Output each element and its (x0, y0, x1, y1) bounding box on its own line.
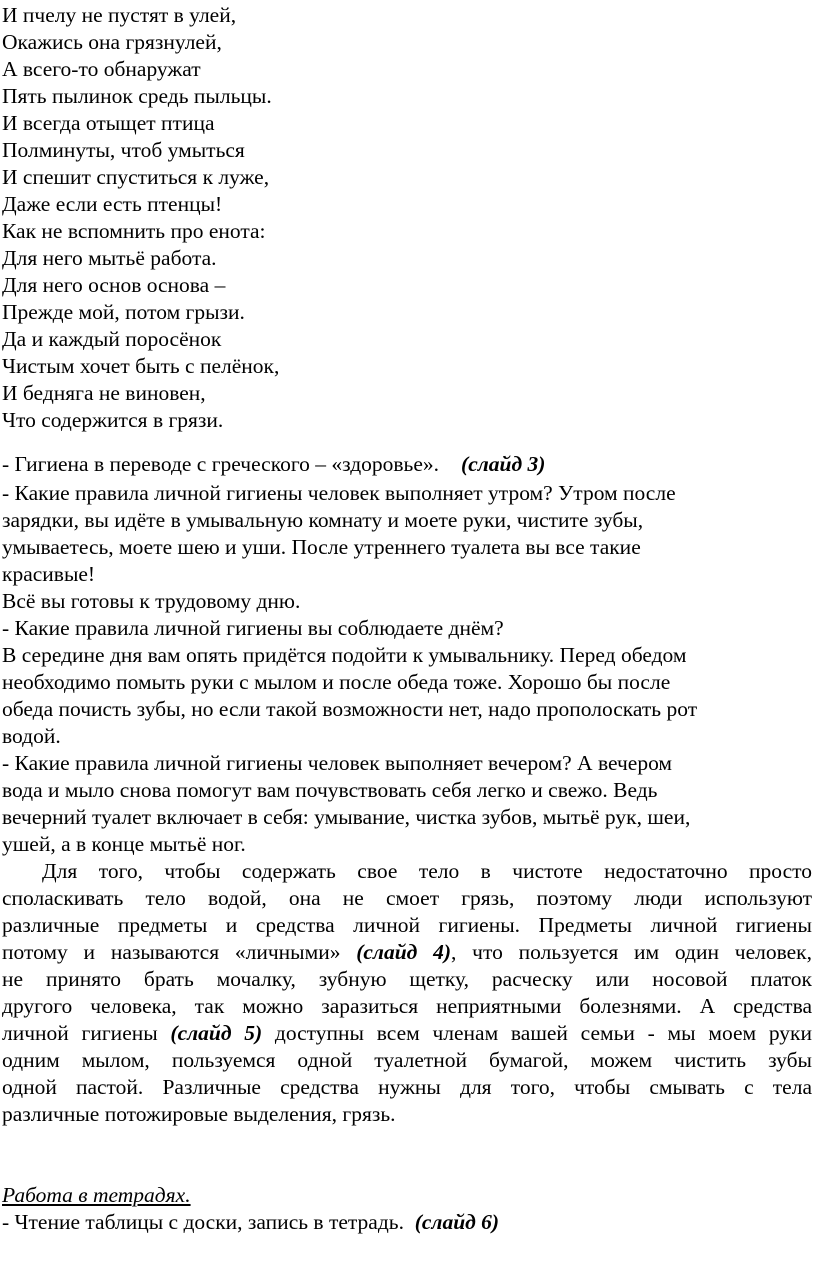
day-section (2, 615, 812, 750)
evening-line: вода и мыло снова помогут вам почувствовать себя легко и свежо. Ведь (2, 778, 658, 802)
paragraph-line (2, 939, 812, 966)
poem-line: И бедняга не виновен, (2, 381, 206, 405)
poem-line: Окажись она грязнулей, (2, 30, 222, 54)
poem-line: И спешит спуститься к луже, (2, 165, 270, 189)
paragraph-line: Для того, чтобы содержать свое тело в чистоте недостаточно просто (42, 859, 812, 883)
notebook-heading (2, 1182, 812, 1209)
evening-line: вечерний туалет включает в себя: умывание, чистка зубов, мытьё рук, шеи, (2, 805, 691, 829)
poem-line: А всего-то обнаружат (2, 57, 201, 81)
paragraph-line: споласкивать тело водой, она не смоет грязь, поэтому люди используют (2, 886, 812, 910)
poem-line: Чистым хочет быть с пелёнок, (2, 354, 280, 378)
poem-line: Для него мытьё работа. (2, 246, 217, 270)
morning-line: зарядки, вы идёте в умывальную комнату и моете руки, чистите зубы, (2, 508, 644, 532)
poem-line: Пять пылинок средь пыльцы. (2, 84, 272, 108)
paragraph-line: другого человека, так можно заразиться неприятными болезнями. А средства (2, 994, 812, 1018)
notebook-task-text: - Чтение таблицы с доски, запись в тетрадь. (2, 1210, 415, 1234)
notebook-heading-text: Работа в тетрадях. (2, 1183, 191, 1207)
morning-line: - Какие правила личной гигиены человек выполняет утром? Утром после (2, 481, 676, 505)
poem-line: И пчелу не пустят в улей, (2, 3, 237, 27)
day-line: обеда почисть зубы, но если такой возможности нет, надо прополоскать рот (2, 697, 698, 721)
poem (2, 2, 279, 434)
paragraph-line (2, 1020, 812, 1047)
morning-section (2, 480, 812, 615)
evening-line: - Какие правила личной гигиены человек выполняет вечером? А вечером (2, 751, 673, 775)
day-line: необходимо помыть руки с мылом и после обеда тоже. Хорошо бы после (2, 670, 671, 694)
poem-line: И всегда отыщет птица (2, 111, 215, 135)
poem-line: Что содержится в грязи. (2, 408, 224, 432)
morning-line: умываетесь, моете шею и уши. После утреннего туалета вы все такие (2, 535, 641, 559)
day-line: водой. (2, 724, 61, 748)
paragraph-text: доступны всем членам вашей семьи - мы моем руки (262, 1021, 813, 1045)
day-line: - Какие правила личной гигиены вы соблюдаете днём? (2, 616, 504, 640)
slide-6-ref: (слайд 6) (414, 1210, 500, 1234)
day-line: В середине дня вам опять придётся подойти к умывальнику. Перед обедом (2, 643, 687, 667)
poem-line: Полминуты, чтоб умыться (2, 138, 245, 162)
paragraph-text: личной гигиены (2, 1021, 171, 1045)
paragraph-text: потому и называются «личными» (2, 940, 357, 964)
evening-line: ушей, а в конце мытьё ног. (2, 832, 246, 856)
paragraph-line: одной пастой. Различные средства нужны для того, чтобы смывать с тела (2, 1075, 812, 1099)
morning-line: Всё вы готовы к трудовому дню. (2, 589, 301, 613)
poem-line: Прежде мой, потом грызи. (2, 300, 245, 324)
poem-line: Да и каждый поросёнок (2, 327, 222, 351)
slide-4-ref: (слайд 4) (356, 940, 452, 964)
hygiene-intro-text: - Гигиена в переводе с греческого – «здоровье». (2, 452, 440, 476)
slide-5-ref: (слайд 5) (170, 1021, 263, 1045)
hygiene-paragraph (2, 858, 812, 1128)
poem-line: Даже если есть птенцы! (2, 192, 223, 216)
hygiene-intro (2, 451, 812, 478)
paragraph-line: различные предметы и средства личной гигиены. Предметы личной гигиены (2, 913, 812, 937)
slide-3-ref: (слайд 3) (461, 452, 546, 476)
poem-line: Для него основ основа – (2, 273, 226, 297)
evening-section (2, 750, 812, 858)
morning-line: красивые! (2, 562, 96, 586)
notebook-task (2, 1209, 812, 1236)
paragraph-line: не принято брать мочалку, зубную щетку, расческу или носовой платок (2, 967, 812, 991)
paragraph-text: , что пользуется им один человек, (451, 940, 812, 964)
paragraph-line: различные потожировые выделения, грязь. (2, 1102, 396, 1126)
paragraph-line: одним мылом, пользуемся одной туалетной бумагой, можем чистить зубы (2, 1048, 812, 1072)
poem-line: Как не вспомнить про енота: (2, 219, 266, 243)
